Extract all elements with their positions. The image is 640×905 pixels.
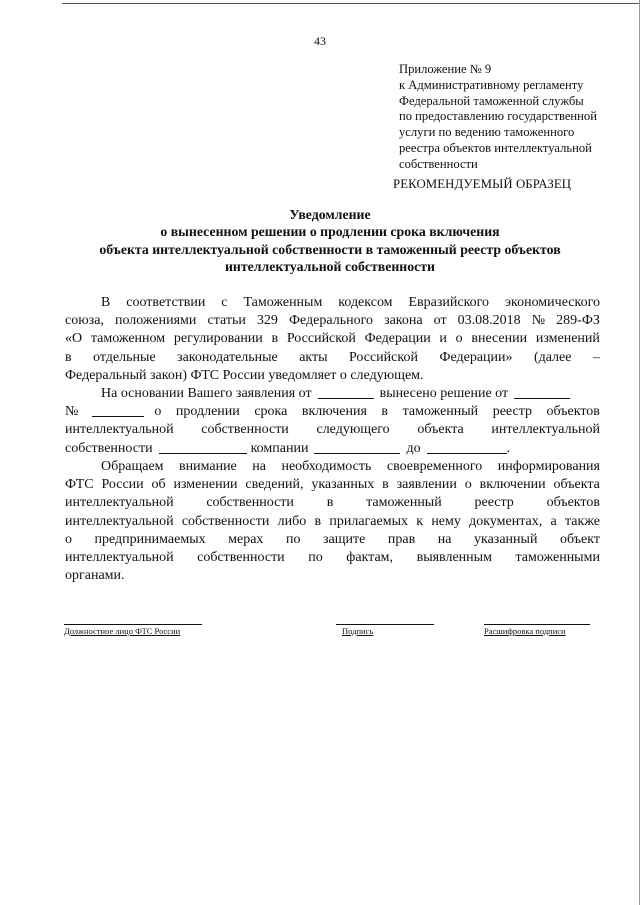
word: Таможенным (243, 295, 323, 310)
company-blank-field (314, 440, 400, 454)
word: Федерального (288, 313, 373, 329)
paragraph-decision (65, 385, 600, 458)
word: продлении (175, 404, 240, 420)
appendix-line: реестра объектов интеллектуальной (399, 140, 592, 155)
text: органами. (65, 568, 125, 584)
text: собственности (65, 440, 153, 456)
signature-line (64, 624, 202, 625)
text (65, 476, 600, 494)
paragraph-legal-basis (65, 294, 600, 385)
word: об (151, 477, 166, 493)
word: а (550, 513, 557, 529)
paragraph-notice (65, 458, 600, 585)
word: изменении (173, 477, 238, 493)
word: таможенными (515, 550, 600, 566)
word: сведений, (245, 477, 304, 493)
word: нему (431, 513, 461, 529)
word: информирования (497, 459, 600, 474)
word: в (271, 331, 279, 347)
decision-date-blank-field (514, 385, 570, 399)
word: Федерации» (439, 349, 513, 365)
word: с (221, 295, 228, 310)
word: положениями (114, 313, 197, 329)
text-line (65, 330, 600, 348)
word: союза, (65, 313, 104, 329)
word: Российской (286, 331, 356, 347)
word: на (437, 531, 452, 547)
text (65, 421, 600, 439)
word: реестр (474, 495, 514, 511)
page-number: 43 (314, 34, 326, 48)
appendix-line: Приложение № 9 (399, 62, 492, 76)
text-line (65, 440, 600, 458)
text-line (65, 549, 600, 567)
text: Федеральный закон) ФТС России уведомляет о следующем. (65, 367, 424, 383)
word: в (382, 477, 389, 493)
word: России (101, 477, 144, 493)
word: включении (479, 477, 546, 493)
text (101, 458, 600, 476)
text-line (65, 294, 600, 312)
until-date-blank-field (427, 440, 507, 454)
word: (далее (533, 349, 572, 365)
word: в (326, 495, 334, 511)
word: таможенный (366, 495, 442, 511)
word: 289-ФЗ (556, 313, 600, 329)
word: следующего (316, 422, 390, 438)
word: включения (301, 404, 367, 420)
text (154, 403, 600, 421)
word: на (252, 459, 266, 474)
word: регулировании (173, 331, 263, 347)
date-blank-field (318, 385, 374, 399)
appendix-line: собственности (399, 156, 478, 171)
official-signature-block (64, 624, 202, 636)
title-line: объекта интеллектуальной собственности в таможенный реестр объектов (99, 241, 561, 257)
text: № (65, 404, 79, 420)
word: о (455, 331, 463, 347)
justified-text (65, 494, 600, 512)
word: в (381, 404, 389, 420)
text (65, 513, 600, 531)
word: указанный (474, 531, 538, 547)
word: о (65, 531, 72, 547)
word: соответствии (126, 295, 206, 310)
word: выявленным (416, 550, 492, 566)
word: собственности (201, 422, 289, 438)
word: от (433, 313, 447, 329)
document-title (60, 206, 600, 276)
appendix-line: услуги по ведению таможенного (399, 125, 575, 140)
word: о (464, 477, 472, 493)
appendix-line: Федеральной таможенной службы (399, 93, 584, 108)
word: акты (299, 349, 328, 365)
word: – (592, 349, 600, 365)
word: к (416, 513, 424, 529)
word: законодательные (177, 349, 278, 365)
appendix-line: к Административному регламенту (399, 77, 584, 92)
text-line (65, 421, 600, 439)
text-line (65, 367, 600, 385)
word: отдельные (93, 349, 156, 365)
title-line: о вынесенном решении о продлении срока включения (160, 224, 500, 240)
word: по (285, 531, 301, 547)
word: В (101, 295, 111, 310)
text-line (65, 403, 600, 421)
transcript-block (484, 624, 590, 636)
signature-line (336, 624, 434, 625)
word: предпринимаемых (94, 531, 206, 547)
word: своевременного (386, 459, 483, 474)
word: статьи (207, 313, 246, 329)
text-line (65, 513, 600, 531)
justified-text (101, 294, 600, 312)
recommended-sample-label: РЕКОМЕНДУЕМЫЙ ОБРАЗЕЦ (393, 177, 572, 191)
word: в (65, 349, 72, 365)
word: интеллектуальной (65, 550, 174, 566)
word: реестр (492, 404, 532, 420)
word: в (314, 513, 322, 529)
word: срока (254, 404, 288, 420)
text: На основании Вашего заявления от (101, 386, 312, 401)
word: и (439, 331, 447, 347)
justified-text (65, 330, 600, 348)
word: объекта (553, 477, 600, 493)
text: . (506, 440, 511, 456)
text-line (65, 567, 600, 585)
word: интеллектуальной (491, 422, 600, 438)
word: объектов (546, 495, 600, 511)
text-line (65, 349, 600, 367)
word: объекта (417, 422, 464, 438)
word: закона (384, 313, 423, 329)
word: указанных (311, 477, 375, 493)
appendix-note (399, 62, 614, 173)
word: внесении (471, 331, 528, 347)
text: до (406, 440, 421, 456)
word: прав (387, 531, 416, 547)
word: «О (65, 331, 83, 347)
word: либо (277, 513, 307, 529)
word: собственности (197, 550, 285, 566)
word: ФТС (65, 477, 94, 493)
justified-text (65, 549, 600, 567)
title-line: интеллектуальной собственности (224, 259, 435, 275)
word: таможенный (402, 404, 479, 420)
text-line (65, 531, 600, 549)
justified-text (65, 312, 600, 330)
word: интеллектуальной (65, 495, 174, 511)
object-blank-field (159, 440, 247, 454)
word: Российской (348, 349, 418, 365)
word: внимание (179, 459, 237, 474)
signature-line (484, 624, 590, 625)
text: компании (250, 440, 309, 456)
justified-text (65, 531, 600, 549)
word: также (564, 513, 600, 529)
word: объект (559, 531, 600, 547)
signature-block (336, 624, 434, 636)
word: кодексом (338, 295, 393, 310)
justified-text (65, 349, 600, 367)
signature-caption: Подпись (342, 626, 374, 636)
text-line (65, 385, 600, 403)
word: 329 (256, 313, 278, 329)
word: документах, (469, 513, 543, 529)
appendix-line: по предоставлению государственной (399, 109, 597, 124)
word: интеллектуальной (65, 513, 174, 529)
transcript-caption: Расшифровка подписи (484, 626, 566, 636)
word: интеллектуальной (65, 422, 174, 438)
word: защите (323, 531, 366, 547)
official-caption: Должностное лицо ФТС России (64, 626, 181, 636)
word: Обращаем (101, 459, 164, 474)
text-line (65, 458, 600, 476)
word: мерах (228, 531, 264, 547)
word: необходимость (281, 459, 372, 474)
word: таможенном (90, 331, 166, 347)
decision-number-blank-field (92, 403, 144, 417)
page-top-border (62, 0, 640, 4)
word: № (531, 313, 546, 329)
word: 03.08.2018 (457, 313, 521, 329)
word: по (308, 550, 323, 566)
title-line: Уведомление (289, 207, 371, 222)
word: собственности (181, 513, 270, 529)
word: экономического (504, 295, 600, 310)
text-line (65, 312, 600, 330)
word: изменений (535, 331, 600, 347)
word: объектов (546, 404, 600, 420)
word: фактам, (346, 550, 394, 566)
word: о (154, 404, 162, 420)
word: заявлении (396, 477, 457, 493)
word: прилагаемых (329, 513, 408, 529)
text-line (65, 494, 600, 512)
word: собственности (206, 495, 294, 511)
word: Евразийского (408, 295, 490, 310)
text-line (65, 476, 600, 494)
text: вынесено решение от (379, 386, 509, 401)
word: Федерации (364, 331, 431, 347)
